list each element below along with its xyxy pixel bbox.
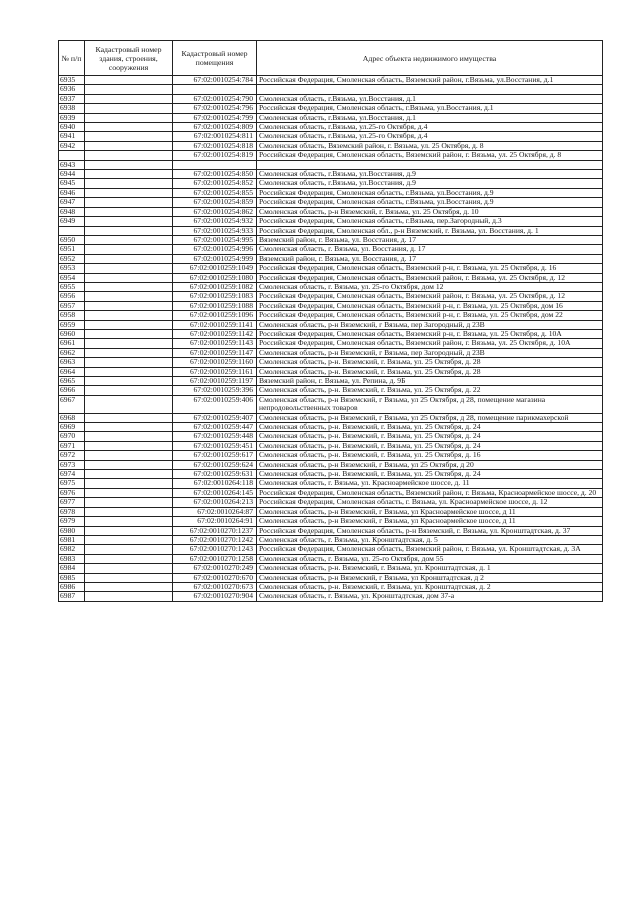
premise-cadastral-cell: 67:02:0010259:1141 — [173, 320, 257, 329]
address-cell: Смоленская область, р-н. Вяземский, г. Вязьма, ул. 25 Октября, д. 22 — [257, 386, 603, 395]
building-cadastral-cell — [85, 582, 173, 591]
address-cell: Смоленская область, р-н Вяземский, г Вязьма, ул Красноармейское шоссе, д 11 — [257, 517, 603, 526]
table-row — [59, 432, 603, 441]
address-cell — [257, 85, 603, 94]
table-row — [59, 311, 603, 320]
table-row — [59, 498, 603, 507]
premise-cadastral-cell: 67:02:0010254:852 — [173, 179, 257, 188]
address-cell: Смоленская область, р-н Вяземский, г Вязьма, пер Загородный, д 23В — [257, 320, 603, 329]
address-cell: Смоленская область, р-н. Вяземский, г. Вязьма, ул. 25 Октября, д. 24 — [257, 441, 603, 450]
building-cadastral-cell — [85, 470, 173, 479]
premise-cadastral-cell: 67:02:0010254:811 — [173, 132, 257, 141]
building-cadastral-cell — [85, 301, 173, 310]
row-number: 6973 — [59, 460, 85, 469]
building-cadastral-cell — [85, 141, 173, 150]
row-number: 6985 — [59, 573, 85, 582]
premise-cadastral-cell: 67:02:0010254:933 — [173, 226, 257, 235]
building-cadastral-cell — [85, 170, 173, 179]
building-cadastral-cell — [85, 395, 173, 413]
table-row — [59, 104, 603, 113]
row-number: 6958 — [59, 311, 85, 320]
building-cadastral-cell — [85, 151, 173, 160]
table-row — [59, 386, 603, 395]
table-row — [59, 395, 603, 413]
premise-cadastral-cell: 67:02:0010259:624 — [173, 460, 257, 469]
row-number: 6978 — [59, 507, 85, 516]
building-cadastral-cell — [85, 432, 173, 441]
table-row — [59, 554, 603, 563]
row-number: 6954 — [59, 273, 85, 282]
table-body — [59, 76, 603, 602]
address-cell: Смоленская область, р-н Вяземский, г. Вязьма, ул. 25 Октября, д. 10 — [257, 207, 603, 216]
table-row — [59, 507, 603, 516]
premise-cadastral-cell: 67:02:0010259:1197 — [173, 377, 257, 386]
address-cell: Смоленская область, г. Вязьма, ул. Кронштадтская, д. 5 — [257, 535, 603, 544]
row-number: 6968 — [59, 413, 85, 422]
table-row — [59, 132, 603, 141]
premise-cadastral-cell: 67:02:0010254:819 — [173, 151, 257, 160]
address-cell: Смоленская область, Вяземский район, г. Вязьма, ул. 25 Октября, д. 8 — [257, 141, 603, 150]
table-row — [59, 170, 603, 179]
row-number: 6940 — [59, 123, 85, 132]
address-cell: Смоленская область, г. Вязьма, ул. Красноармейское шоссе, д. 11 — [257, 479, 603, 488]
address-cell: Вяземский район, г. Вязьма, ул. Репина, д. 9Б — [257, 377, 603, 386]
table-row — [59, 94, 603, 103]
building-cadastral-cell — [85, 160, 173, 169]
table-row — [59, 160, 603, 169]
address-cell: Российская Федерация, Смоленская область, Вяземский район, г. Вязьма, ул. 25 Октября, д. 12 — [257, 273, 603, 282]
building-cadastral-cell — [85, 413, 173, 422]
table-row — [59, 488, 603, 497]
row-number: 6945 — [59, 179, 85, 188]
row-number: 6946 — [59, 188, 85, 197]
address-cell: Российская Федерация, Смоленская область, г. Вязьма, ул. Красноармейское шоссе, д. 12 — [257, 498, 603, 507]
premise-cadastral-cell: 67:02:0010259:396 — [173, 386, 257, 395]
row-number: 6937 — [59, 94, 85, 103]
row-number: 6948 — [59, 207, 85, 216]
premise-cadastral-cell: 67:02:0010254:818 — [173, 141, 257, 150]
address-cell: Смоленская область, р-н Вяземский, г Вязьма, ул Кронштадтская, д 2 — [257, 573, 603, 582]
address-cell: Российская Федерация, Смоленская область, г.Вязьма, пер.Загородный, д.3 — [257, 217, 603, 226]
table-row — [59, 339, 603, 348]
address-cell: Российская Федерация, Смоленская область, Вяземский район, г. Вязьма, ул. Кронштадтская, д. 3А — [257, 545, 603, 554]
table-row — [59, 367, 603, 376]
address-cell: Вяземский район, г. Вязьма, ул. Восстания, д. 17 — [257, 235, 603, 244]
building-cadastral-cell — [85, 217, 173, 226]
building-cadastral-cell — [85, 564, 173, 573]
row-number: 6983 — [59, 554, 85, 563]
row-number: 6941 — [59, 132, 85, 141]
building-cadastral-cell — [85, 235, 173, 244]
row-number — [59, 226, 85, 235]
row-number: 6987 — [59, 592, 85, 601]
premise-cadastral-cell: 67:02:0010259:407 — [173, 413, 257, 422]
premise-cadastral-cell: 67:02:0010259:1147 — [173, 348, 257, 357]
table-row — [59, 535, 603, 544]
table-row — [59, 460, 603, 469]
building-cadastral-cell — [85, 198, 173, 207]
row-number: 6966 — [59, 386, 85, 395]
building-cadastral-cell — [85, 123, 173, 132]
premise-cadastral-cell: 67:02:0010270:1243 — [173, 545, 257, 554]
row-number: 6955 — [59, 282, 85, 291]
row-number: 6942 — [59, 141, 85, 150]
building-cadastral-cell — [85, 545, 173, 554]
row-number: 6969 — [59, 423, 85, 432]
premise-cadastral-cell: 67:02:0010259:1096 — [173, 311, 257, 320]
building-cadastral-cell — [85, 339, 173, 348]
building-cadastral-cell — [85, 377, 173, 386]
building-cadastral-cell — [85, 254, 173, 263]
row-number: 6956 — [59, 292, 85, 301]
building-cadastral-cell — [85, 282, 173, 291]
address-cell: Российская Федерация, Смоленская обл., р-н Вяземский, г. Вязьма, ул. Восстания, д. 1 — [257, 226, 603, 235]
premise-cadastral-cell: 67:02:0010259:1088 — [173, 301, 257, 310]
premise-cadastral-cell: 67:02:0010270:904 — [173, 592, 257, 601]
building-cadastral-cell — [85, 592, 173, 601]
building-cadastral-cell — [85, 517, 173, 526]
premise-cadastral-cell: 67:02:0010264:118 — [173, 479, 257, 488]
building-cadastral-cell — [85, 76, 173, 85]
building-cadastral-cell — [85, 367, 173, 376]
building-cadastral-cell — [85, 507, 173, 516]
table-row — [59, 292, 603, 301]
building-cadastral-cell — [85, 479, 173, 488]
building-cadastral-cell — [85, 460, 173, 469]
premise-cadastral-cell: 67:02:0010259:1049 — [173, 264, 257, 273]
row-number: 6964 — [59, 367, 85, 376]
row-number: 6965 — [59, 377, 85, 386]
row-number: 6959 — [59, 320, 85, 329]
address-cell: Российская Федерация, Смоленская область, р-н Вяземский, г. Вязьма, ул. Кронштадтская, д. 37 — [257, 526, 603, 535]
table-row — [59, 517, 603, 526]
premise-cadastral-cell: 67:02:0010254:999 — [173, 254, 257, 263]
row-number: 6943 — [59, 160, 85, 169]
building-cadastral-cell — [85, 526, 173, 535]
premise-cadastral-cell: 67:02:0010270:670 — [173, 573, 257, 582]
table-row — [59, 573, 603, 582]
address-cell: Российская Федерация, Смоленская область, Вяземский р-н, г. Вязьма, ул. 25 Октября, д. 16 — [257, 264, 603, 273]
address-cell: Смоленская область, г.Вязьма, ул.Восстания, д.1 — [257, 113, 603, 122]
table-row — [59, 113, 603, 122]
premise-cadastral-cell: 67:02:0010264:213 — [173, 498, 257, 507]
premise-cadastral-cell: 67:02:0010254:796 — [173, 104, 257, 113]
header-building-cadastral: Кадастровый номер здания, строения, сооружения — [85, 41, 173, 76]
address-cell: Российская Федерация, Смоленская область, Вяземский район, г. Вязьма, ул. 25 Октября, д. 10А — [257, 339, 603, 348]
table-row — [59, 423, 603, 432]
premise-cadastral-cell: 67:02:0010259:631 — [173, 470, 257, 479]
table-row — [59, 254, 603, 263]
address-cell: Российская Федерация, Смоленская область, Вяземский район, г. Вязьма, ул. 25 Октября, д. 8 — [257, 151, 603, 160]
building-cadastral-cell — [85, 358, 173, 367]
table-row — [59, 320, 603, 329]
building-cadastral-cell — [85, 273, 173, 282]
table-row — [59, 545, 603, 554]
premise-cadastral-cell: 67:02:0010254:809 — [173, 123, 257, 132]
building-cadastral-cell — [85, 311, 173, 320]
address-cell: Российская Федерация, Смоленская область, Вяземский район, г. Вязьма, ул. 25 Октября, д. 12 — [257, 292, 603, 301]
building-cadastral-cell — [85, 245, 173, 254]
table-row — [59, 235, 603, 244]
row-number: 6960 — [59, 329, 85, 338]
address-cell: Смоленская область, р-н Вяземский, г Вязьма, ул 25 Октября, д 28, помещение парикмахерской — [257, 413, 603, 422]
table-row — [59, 198, 603, 207]
row-number: 6939 — [59, 113, 85, 122]
table-row — [59, 582, 603, 591]
table-row — [59, 451, 603, 460]
building-cadastral-cell — [85, 85, 173, 94]
address-cell: Смоленская область, г. Вязьма, ул. 25-го Октября, дом 55 — [257, 554, 603, 563]
row-number: 6935 — [59, 76, 85, 85]
table-row — [59, 377, 603, 386]
table-row — [59, 348, 603, 357]
row-number: 6979 — [59, 517, 85, 526]
table-row — [59, 207, 603, 216]
row-number: 6952 — [59, 254, 85, 263]
premise-cadastral-cell: 67:02:0010259:1143 — [173, 339, 257, 348]
property-table — [58, 40, 603, 602]
row-number: 6970 — [59, 432, 85, 441]
table-row — [59, 76, 603, 85]
row-number: 6949 — [59, 217, 85, 226]
row-number — [59, 151, 85, 160]
premise-cadastral-cell: 67:02:0010259:406 — [173, 395, 257, 413]
premise-cadastral-cell — [173, 160, 257, 169]
premise-cadastral-cell: 67:02:0010254:850 — [173, 170, 257, 179]
address-cell: Смоленская область, р-н. Вяземский, г. Вязьма, ул. 25 Октября, д. 16 — [257, 451, 603, 460]
address-cell: Российская Федерация, Смоленская область, г.Вязьма, ул.Восстания, д.9 — [257, 198, 603, 207]
premise-cadastral-cell: 67:02:0010259:1161 — [173, 367, 257, 376]
address-cell: Российская Федерация, Смоленская область, Вяземский р-н, г. Вязьма, ул. 25 Октября, дом 22 — [257, 311, 603, 320]
row-number: 6975 — [59, 479, 85, 488]
building-cadastral-cell — [85, 104, 173, 113]
header-premise-cadastral: Кадастровый номер помещения — [173, 41, 257, 76]
premise-cadastral-cell: 67:02:0010270:673 — [173, 582, 257, 591]
row-number: 6986 — [59, 582, 85, 591]
address-cell: Смоленская область, р-н. Вяземский, г. Вязьма, ул. 25 Октября, д. 24 — [257, 432, 603, 441]
header-num: № п/п — [59, 41, 85, 76]
table-row — [59, 564, 603, 573]
building-cadastral-cell — [85, 226, 173, 235]
row-number: 6982 — [59, 545, 85, 554]
address-cell — [257, 160, 603, 169]
table-row — [59, 273, 603, 282]
premise-cadastral-cell: 67:02:0010270:1258 — [173, 554, 257, 563]
premise-cadastral-cell: 67:02:0010264:145 — [173, 488, 257, 497]
row-number: 6984 — [59, 564, 85, 573]
row-number: 6981 — [59, 535, 85, 544]
row-number: 6967 — [59, 395, 85, 413]
address-cell: Смоленская область, г. Вязьма, ул. Восстания, д. 17 — [257, 245, 603, 254]
premise-cadastral-cell: 67:02:0010270:249 — [173, 564, 257, 573]
premise-cadastral-cell: 67:02:0010254:790 — [173, 94, 257, 103]
address-cell: Смоленская область, р-н. Вяземский, г. Вязьма, ул. 25 Октября, д. 28 — [257, 358, 603, 367]
table-row — [59, 188, 603, 197]
building-cadastral-cell — [85, 441, 173, 450]
building-cadastral-cell — [85, 329, 173, 338]
premise-cadastral-cell: 67:02:0010264:87 — [173, 507, 257, 516]
table-row — [59, 479, 603, 488]
table-row — [59, 329, 603, 338]
table-row — [59, 151, 603, 160]
document-page — [58, 40, 602, 602]
address-cell: Российская Федерация, Смоленская область, Вяземский р-н, г. Вязьма, ул. 25 Октября, д. 10А — [257, 329, 603, 338]
table-row — [59, 301, 603, 310]
premise-cadastral-cell: 67:02:0010254:996 — [173, 245, 257, 254]
premise-cadastral-cell: 67:02:0010254:995 — [173, 235, 257, 244]
premise-cadastral-cell: 67:02:0010264:91 — [173, 517, 257, 526]
premise-cadastral-cell: 67:02:0010259:447 — [173, 423, 257, 432]
address-cell: Смоленская область, р-н Вяземский, г Вязьма, ул Красноармейское шоссе, д 11 — [257, 507, 603, 516]
row-number: 6953 — [59, 264, 85, 273]
premise-cadastral-cell: 67:02:0010259:617 — [173, 451, 257, 460]
table-row — [59, 179, 603, 188]
address-cell: Смоленская область, р-н Вяземский, г Вязьма, ул 25 Октября, д 20 — [257, 460, 603, 469]
address-cell: Смоленская область, р-н. Вяземский, г. Вязьма, ул. 25 Октября, д. 24 — [257, 470, 603, 479]
premise-cadastral-cell: 67:02:0010254:855 — [173, 188, 257, 197]
building-cadastral-cell — [85, 207, 173, 216]
row-number: 6980 — [59, 526, 85, 535]
building-cadastral-cell — [85, 423, 173, 432]
address-cell: Смоленская область, р-н. Вяземский, г. Вязьма, ул. 25 Октября, д. 28 — [257, 367, 603, 376]
building-cadastral-cell — [85, 264, 173, 273]
address-cell: Смоленская область, г.Вязьма, ул.25-го Октября, д.4 — [257, 123, 603, 132]
table-row — [59, 358, 603, 367]
row-number: 6951 — [59, 245, 85, 254]
building-cadastral-cell — [85, 132, 173, 141]
table-row — [59, 245, 603, 254]
address-cell: Смоленская область, р-н. Вяземский, г. Вязьма, ул. 25 Октября, д. 24 — [257, 423, 603, 432]
table-row — [59, 282, 603, 291]
building-cadastral-cell — [85, 188, 173, 197]
table-row — [59, 413, 603, 422]
building-cadastral-cell — [85, 94, 173, 103]
building-cadastral-cell — [85, 320, 173, 329]
address-cell: Российская Федерация, Смоленская область, Вяземский район, г.Вязьма, ул.Восстания, д.1 — [257, 76, 603, 85]
premise-cadastral-cell: 67:02:0010259:1160 — [173, 358, 257, 367]
address-cell: Смоленская область, г. Вязьма, ул. Кронштадтская, дом 37-а — [257, 592, 603, 601]
header-address: Адрес объекта недвижимого имущества — [257, 41, 603, 76]
row-number: 6938 — [59, 104, 85, 113]
building-cadastral-cell — [85, 535, 173, 544]
table-row — [59, 226, 603, 235]
address-cell: Смоленская область, г.Вязьма, ул.Восстания, д.1 — [257, 94, 603, 103]
address-cell: Российская Федерация, Смоленская область, Вяземский р-н, г. Вязьма, ул. 25 Октября, дом 16 — [257, 301, 603, 310]
table-row — [59, 141, 603, 150]
address-cell: Российская Федерация, Смоленская область, г.Вязьма, ул.Восстания, д.9 — [257, 188, 603, 197]
address-cell: Российская Федерация, Смоленская область, г.Вязьма, ул.Восстания, д.1 — [257, 104, 603, 113]
premise-cadastral-cell: 67:02:0010270:1237 — [173, 526, 257, 535]
row-number: 6974 — [59, 470, 85, 479]
address-cell: Смоленская область, г.Вязьма, ул.Восстания, д.9 — [257, 179, 603, 188]
address-cell: Смоленская область, р-н Вяземский, г Вязьма, ул 25 Октября, д 28, помещение магазина непродовольственных товаров — [257, 395, 603, 413]
premise-cadastral-cell: 67:02:0010259:1083 — [173, 292, 257, 301]
table-row — [59, 441, 603, 450]
address-cell: Смоленская область, р-н. Вяземский, г. Вязьма, ул. Кронштадтская, д. 2 — [257, 582, 603, 591]
premise-cadastral-cell: 67:02:0010254:784 — [173, 76, 257, 85]
premise-cadastral-cell: 67:02:0010259:448 — [173, 432, 257, 441]
row-number: 6977 — [59, 498, 85, 507]
address-cell: Смоленская область, р-н. Вяземский, г. Вязьма, ул. Кронштадтская, д. 1 — [257, 564, 603, 573]
row-number: 6971 — [59, 441, 85, 450]
row-number: 6950 — [59, 235, 85, 244]
premise-cadastral-cell: 67:02:0010259:1082 — [173, 282, 257, 291]
building-cadastral-cell — [85, 573, 173, 582]
premise-cadastral-cell: 67:02:0010259:451 — [173, 441, 257, 450]
premise-cadastral-cell: 67:02:0010254:932 — [173, 217, 257, 226]
building-cadastral-cell — [85, 451, 173, 460]
row-number: 6962 — [59, 348, 85, 357]
table-row — [59, 217, 603, 226]
premise-cadastral-cell: 67:02:0010259:1142 — [173, 329, 257, 338]
premise-cadastral-cell: 67:02:0010259:1080 — [173, 273, 257, 282]
premise-cadastral-cell: 67:02:0010254:859 — [173, 198, 257, 207]
address-cell: Российская Федерация, Смоленская область, Вяземский район, г. Вязьма, Красноармейское шоссе, д. 20 — [257, 488, 603, 497]
table-row — [59, 470, 603, 479]
row-number: 6972 — [59, 451, 85, 460]
building-cadastral-cell — [85, 113, 173, 122]
row-number: 6961 — [59, 339, 85, 348]
address-cell: Смоленская область, г. Вязьма, ул. 25-го Октября, дом 12 — [257, 282, 603, 291]
building-cadastral-cell — [85, 179, 173, 188]
row-number: 6936 — [59, 85, 85, 94]
table-row — [59, 526, 603, 535]
building-cadastral-cell — [85, 498, 173, 507]
table-row — [59, 123, 603, 132]
premise-cadastral-cell — [173, 85, 257, 94]
table-row — [59, 85, 603, 94]
row-number: 6976 — [59, 488, 85, 497]
row-number: 6944 — [59, 170, 85, 179]
building-cadastral-cell — [85, 488, 173, 497]
address-cell: Смоленская область, г.Вязьма, ул.Восстания, д.9 — [257, 170, 603, 179]
address-cell: Смоленская область, г.Вязьма, ул.25-го Октября, д.4 — [257, 132, 603, 141]
table-row — [59, 264, 603, 273]
address-cell: Смоленская область, р-н Вяземский, г Вязьма, пер Загородный, д 23В — [257, 348, 603, 357]
premise-cadastral-cell: 67:02:0010254:862 — [173, 207, 257, 216]
building-cadastral-cell — [85, 292, 173, 301]
building-cadastral-cell — [85, 386, 173, 395]
building-cadastral-cell — [85, 554, 173, 563]
building-cadastral-cell — [85, 348, 173, 357]
premise-cadastral-cell: 67:02:0010270:1242 — [173, 535, 257, 544]
row-number: 6963 — [59, 358, 85, 367]
row-number: 6947 — [59, 198, 85, 207]
row-number: 6957 — [59, 301, 85, 310]
table-header-row — [59, 41, 603, 76]
premise-cadastral-cell: 67:02:0010254:799 — [173, 113, 257, 122]
address-cell: Вяземский район, г. Вязьма, ул. Восстания, д. 17 — [257, 254, 603, 263]
table-row — [59, 592, 603, 601]
